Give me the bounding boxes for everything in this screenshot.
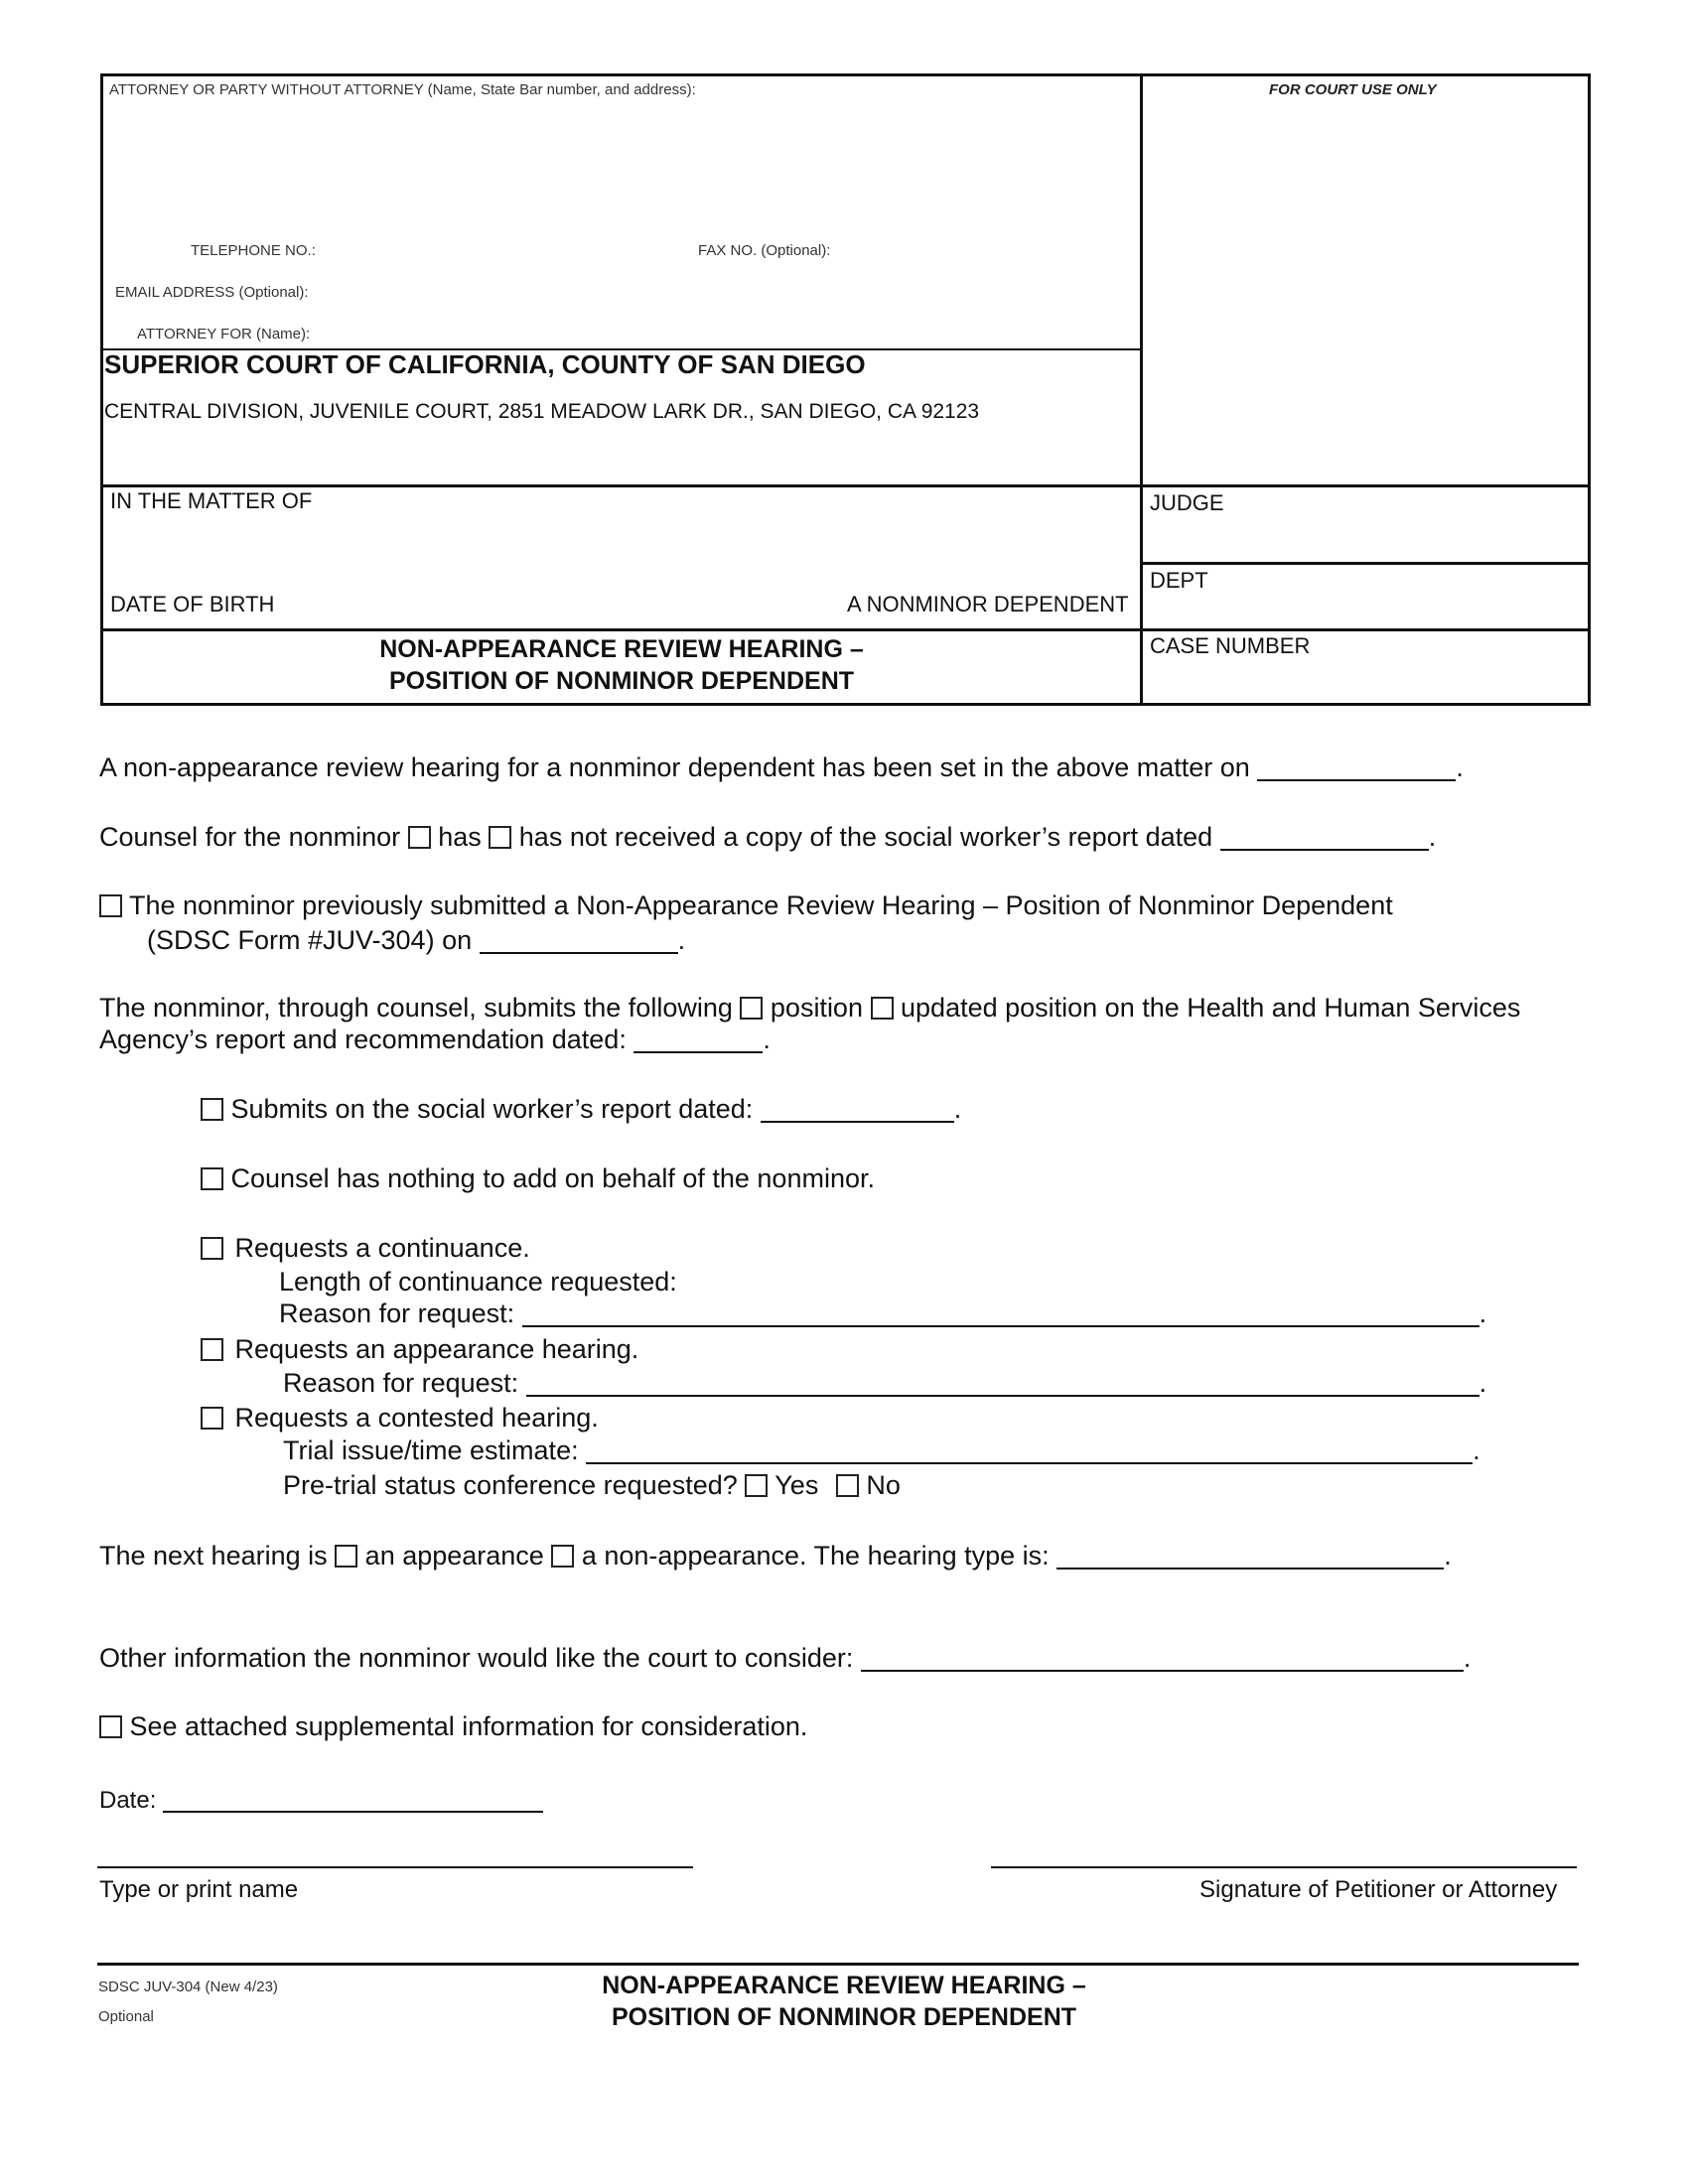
hearing-set-line	[99, 752, 1464, 783]
continuance-text: Requests a continuance.	[234, 1233, 530, 1263]
court-name: SUPERIOR COURT OF CALIFORNIA, COUNTY OF SAN DIEGO	[104, 349, 866, 379]
nothing-to-add-text: Counsel has nothing to add on behalf of the nonminor.	[230, 1163, 875, 1193]
agency-report-line	[99, 1024, 771, 1055]
pretrial-label: Pre-trial status conference requested?	[283, 1470, 738, 1500]
telephone-label: TELEPHONE NO.:	[191, 242, 316, 259]
case-number-label: CASE NUMBER	[1150, 633, 1311, 658]
print-name-field[interactable]	[97, 1866, 693, 1868]
hearing-set-text: A non-appearance review hearing for a nonminor dependent has been set in the above matter on	[99, 752, 1250, 782]
dob-label: DATE OF BIRTH	[110, 592, 275, 616]
nonminor-dependent-label: A NONMINOR DEPENDENT	[847, 592, 1129, 616]
non-appearance-checkbox[interactable]	[551, 1545, 574, 1568]
appearance-hearing-text: Requests an appearance hearing.	[234, 1334, 639, 1364]
period: .	[1456, 752, 1464, 782]
pretrial-no-label: No	[866, 1470, 901, 1500]
reason2-label: Reason for request:	[283, 1368, 519, 1398]
signature-label: Signature of Petitioner or Attorney	[1199, 1876, 1558, 1903]
court-address: CENTRAL DIVISION, JUVENILE COURT, 2851 MEADOW LARK DR., SAN DIEGO, CA 92123	[104, 400, 980, 423]
fax-label: FAX NO. (Optional):	[698, 242, 831, 259]
period: .	[1473, 1435, 1480, 1465]
other-info-label: Other information the nonminor would like the court to consider:	[99, 1643, 854, 1673]
other-info-line	[99, 1643, 1471, 1674]
has-not-checkbox[interactable]	[489, 826, 511, 849]
has-label: has	[438, 822, 482, 852]
previous-submission-date-field[interactable]	[480, 928, 678, 954]
matter-label: IN THE MATTER OF	[110, 488, 313, 513]
period: .	[1478, 1368, 1487, 1398]
attorney-for-label: ATTORNEY FOR (Name):	[137, 326, 311, 342]
reason1-line	[279, 1298, 1486, 1329]
date-line	[99, 1787, 543, 1815]
reason1-field[interactable]	[522, 1301, 1479, 1327]
contested-checkbox[interactable]	[201, 1407, 223, 1430]
position-checkbox[interactable]	[740, 997, 763, 1020]
length-continuance-label: Length of continuance requested:	[279, 1267, 677, 1297]
hearing-date-field[interactable]	[1257, 755, 1456, 781]
trial-issue-line	[283, 1435, 1480, 1466]
next-hearing-prefix: The next hearing is	[99, 1541, 328, 1570]
footer-form-id: SDSC JUV-304 (New 4/23)	[98, 1979, 278, 1995]
pretrial-yes-checkbox[interactable]	[745, 1474, 768, 1497]
footer-title	[546, 1970, 1142, 2033]
sw-report-date-field[interactable]	[761, 1097, 954, 1123]
previously-submitted-text: The nonminor previously submitted a Non-Appearance Review Hearing – Position of Nonminor Dependent	[129, 890, 1393, 920]
contested-text: Requests a contested hearing.	[234, 1403, 599, 1433]
next-hearing-line	[99, 1541, 1452, 1571]
pretrial-line	[283, 1470, 901, 1501]
has-not-label: has not received a copy of the social worker’s report dated	[518, 822, 1213, 852]
period: .	[1463, 1643, 1472, 1673]
position-label: position	[770, 993, 863, 1023]
non-appearance-label: a non-appearance. The hearing type is:	[581, 1541, 1050, 1570]
period: .	[677, 925, 686, 955]
previously-submitted-line	[99, 890, 1393, 921]
previously-submitted-checkbox[interactable]	[99, 894, 122, 917]
form-title-line1: NON-APPEARANCE REVIEW HEARING –	[379, 635, 864, 663]
continuance-line	[201, 1233, 530, 1264]
hearing-type-field[interactable]	[1056, 1544, 1444, 1570]
appearance-hearing-line	[201, 1334, 638, 1365]
submits-sw-text: Submits on the social worker’s report dated:	[230, 1094, 754, 1124]
date-label: Date:	[99, 1787, 157, 1814]
submits-sw-line	[201, 1094, 961, 1125]
period: .	[763, 1024, 771, 1054]
pretrial-no-checkbox[interactable]	[836, 1474, 859, 1497]
form-title-line2: POSITION OF NONMINOR DEPENDENT	[388, 667, 855, 695]
reason2-line	[283, 1368, 1486, 1399]
attorney-label: ATTORNEY OR PARTY WITHOUT ATTORNEY (Name, State Bar number, and address):	[109, 81, 696, 98]
counsel-received-line	[99, 822, 1436, 853]
period: .	[1428, 822, 1437, 852]
see-attached-checkbox[interactable]	[99, 1715, 122, 1738]
form-title	[103, 633, 1140, 697]
appearance-hearing-checkbox[interactable]	[201, 1338, 223, 1361]
dept-label: DEPT	[1150, 568, 1208, 593]
an-appearance-label: an appearance	[364, 1541, 544, 1570]
reason2-field[interactable]	[526, 1371, 1479, 1397]
submits-line	[99, 993, 1520, 1024]
period: .	[1444, 1541, 1452, 1570]
nothing-to-add-line	[201, 1163, 875, 1194]
footer-title-line2: POSITION OF NONMINOR DEPENDENT	[611, 2003, 1077, 2031]
see-attached-line	[99, 1711, 807, 1742]
previously-submitted-line2	[147, 925, 685, 956]
print-name-label: Type or print name	[99, 1876, 299, 1903]
counsel-prefix: Counsel for the nonminor	[99, 822, 401, 852]
signature-field[interactable]	[991, 1866, 1577, 1868]
period: .	[1478, 1298, 1487, 1328]
trial-issue-label: Trial issue/time estimate:	[283, 1435, 579, 1465]
pretrial-yes-label: Yes	[774, 1470, 819, 1500]
other-info-field[interactable]	[861, 1646, 1464, 1672]
sdsc-form-text: (SDSC Form #JUV-304) on	[147, 925, 473, 955]
agency-report-text: Agency’s report and recommendation dated:	[99, 1024, 627, 1054]
an-appearance-checkbox[interactable]	[335, 1545, 357, 1568]
updated-position-label: updated position on the Health and Human Services	[901, 993, 1521, 1023]
submits-prefix: The nonminor, through counsel, submits the following	[99, 993, 733, 1023]
footer-optional: Optional	[98, 2008, 154, 2025]
footer-rule	[97, 1963, 1579, 1966]
period: .	[953, 1094, 962, 1124]
footer-title-line1: NON-APPEARANCE REVIEW HEARING –	[602, 1972, 1086, 1999]
report-date-field[interactable]	[1220, 825, 1429, 851]
trial-issue-field[interactable]	[586, 1438, 1473, 1464]
judge-label: JUDGE	[1150, 490, 1224, 515]
updated-position-checkbox[interactable]	[871, 997, 894, 1020]
continuance-checkbox[interactable]	[201, 1237, 223, 1260]
see-attached-text: See attached supplemental information for consideration.	[129, 1711, 808, 1741]
nothing-to-add-checkbox[interactable]	[201, 1167, 223, 1190]
date-field[interactable]	[163, 1787, 543, 1813]
reason1-label: Reason for request:	[279, 1298, 515, 1328]
submits-sw-checkbox[interactable]	[201, 1098, 223, 1121]
agency-report-date-field[interactable]	[633, 1027, 763, 1053]
has-checkbox[interactable]	[408, 826, 431, 849]
contested-line	[201, 1403, 599, 1433]
email-label: EMAIL ADDRESS (Optional):	[115, 284, 309, 301]
court-use-label: FOR COURT USE ONLY	[1269, 81, 1437, 98]
